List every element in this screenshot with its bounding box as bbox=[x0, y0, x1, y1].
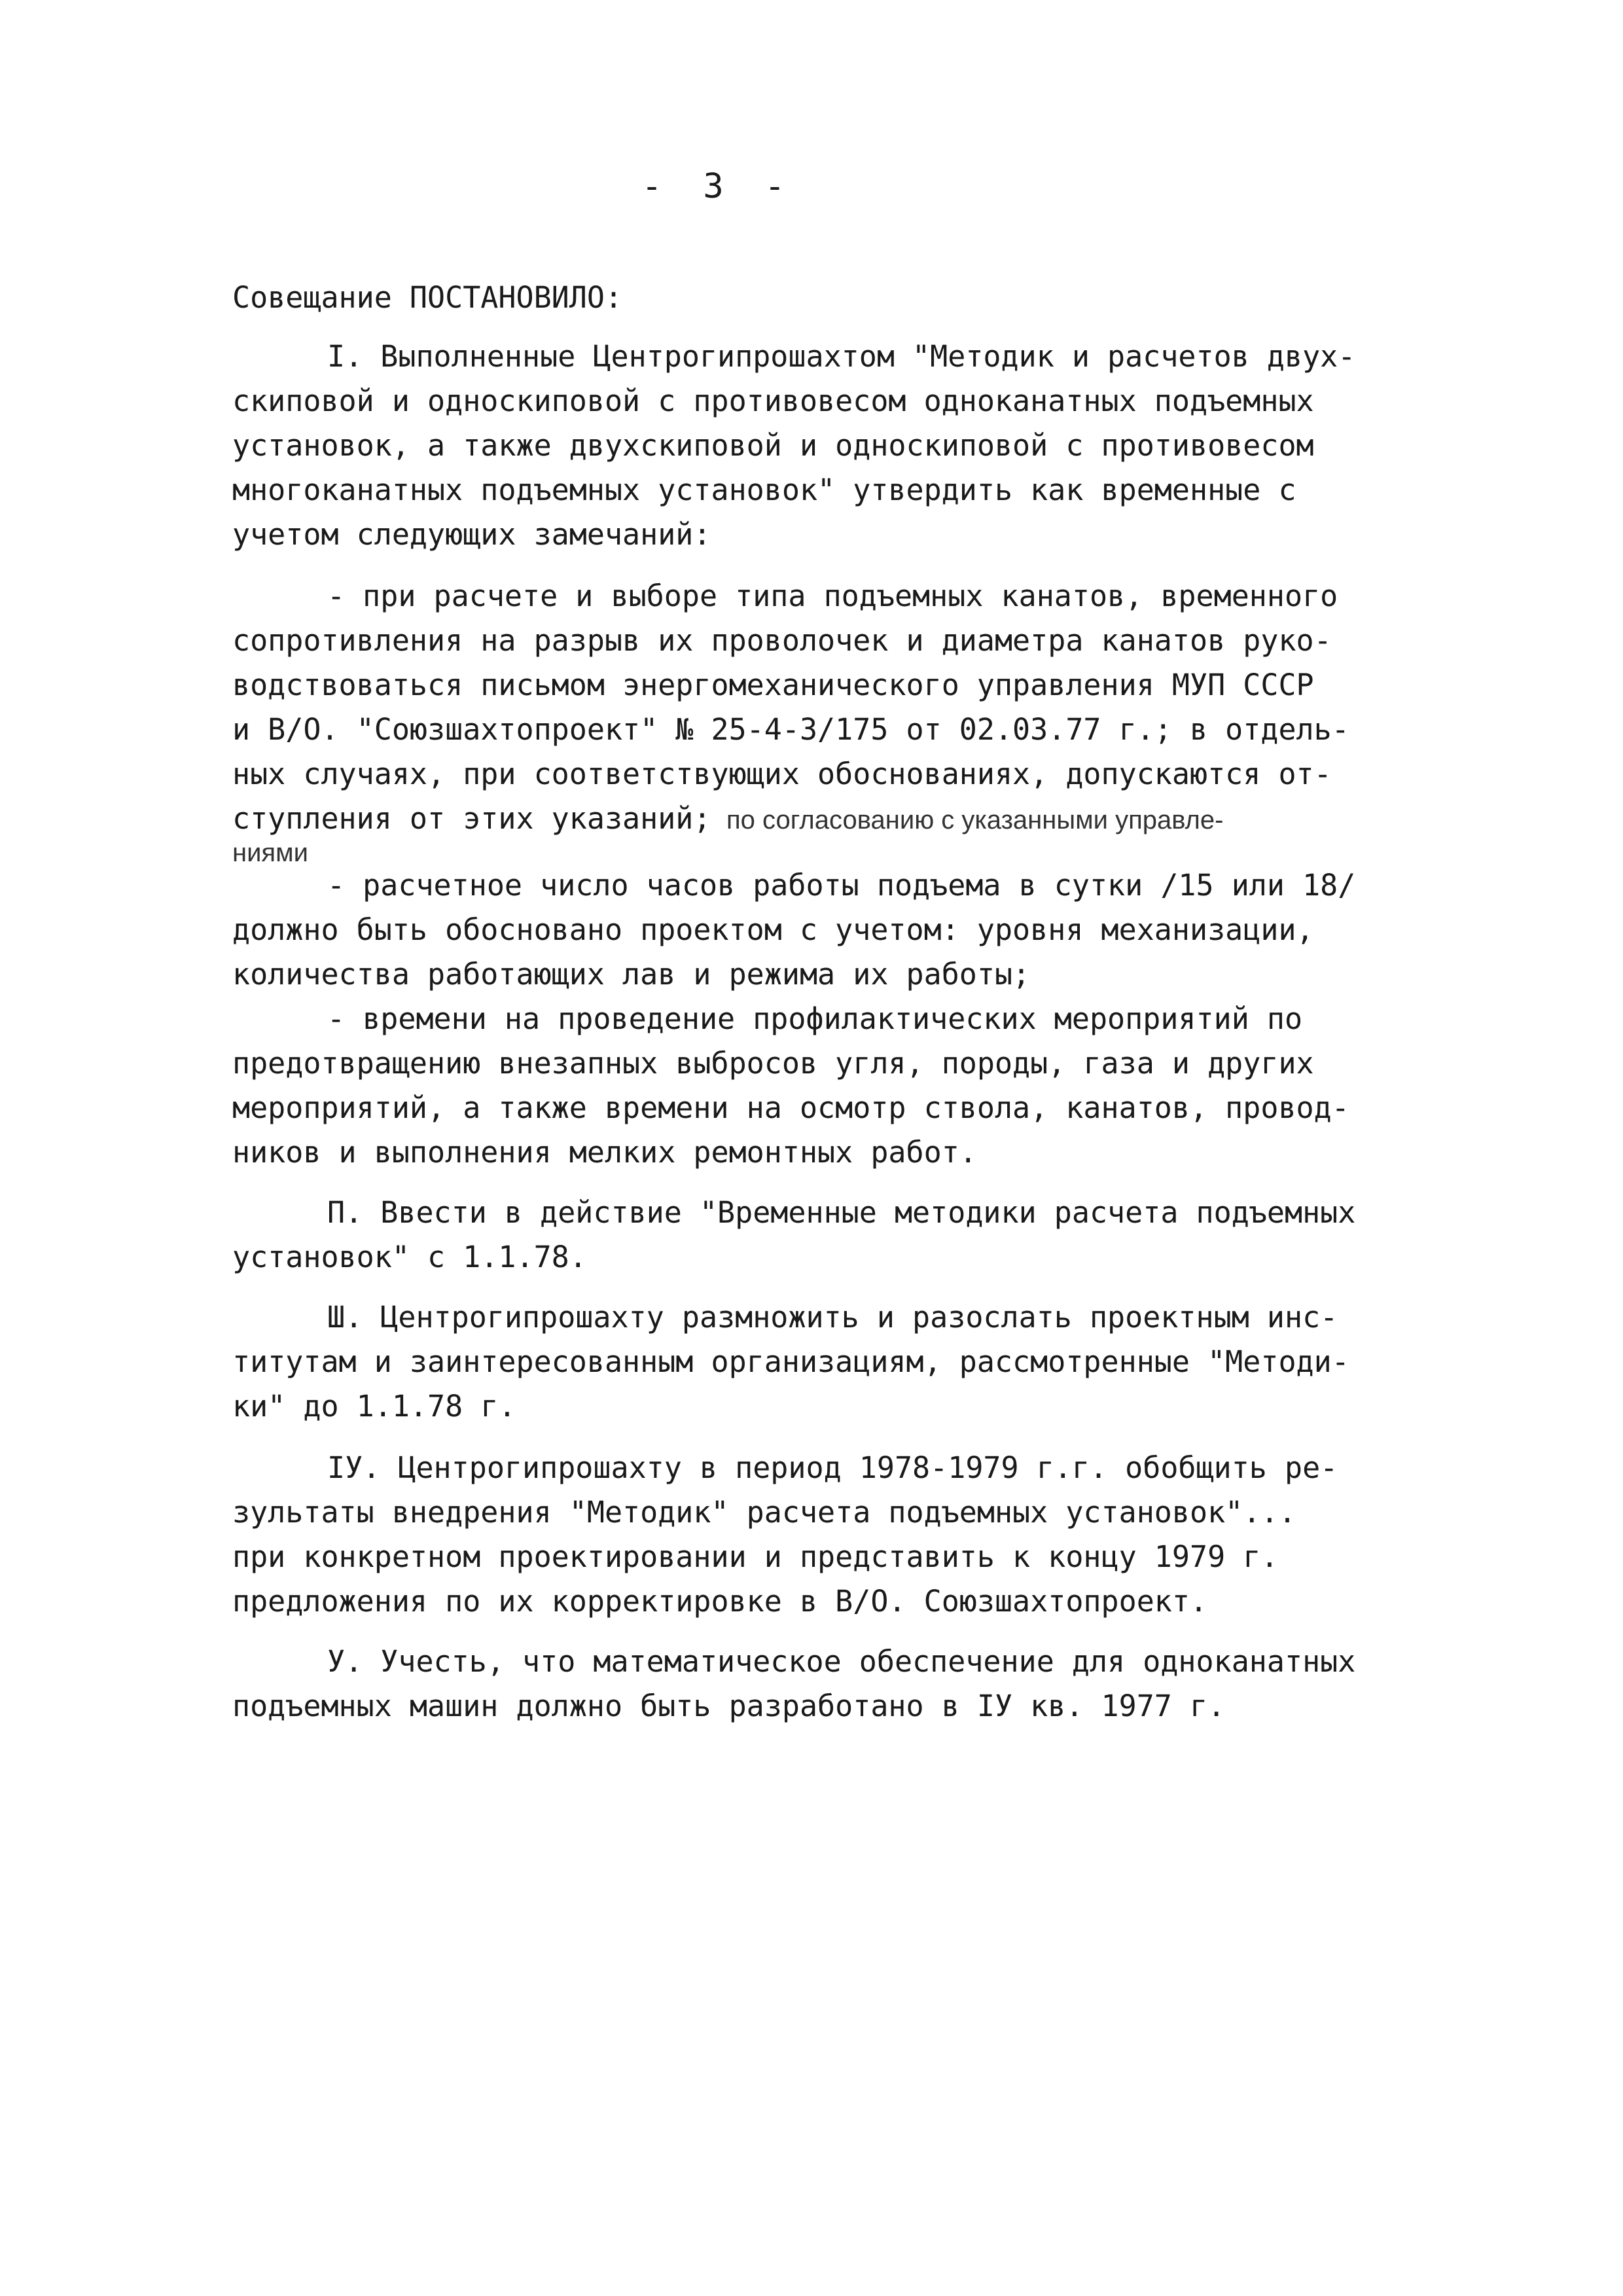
remark-3-line: мероприятий, а также времени на осмотр ствола, канатов, провод- bbox=[232, 1090, 1349, 1125]
remark-2-line: - расчетное число часов работы подъема в сутки /15 или 18/ bbox=[327, 868, 1356, 903]
item-1-line: установок, а также двухскиповой и односкиповой с противовесом bbox=[232, 428, 1314, 463]
item-3-line: ки" до 1.1.78 г. bbox=[232, 1389, 516, 1424]
item-3-line: титутам и заинтересованным организациям, рассмотренные "Методи- bbox=[232, 1344, 1349, 1379]
item-2-line: П. Ввести в действие "Временные методики расчета подъемных bbox=[327, 1195, 1356, 1230]
item-5-line: подъемных машин должно быть разработано в IУ кв. 1977 г. bbox=[232, 1689, 1226, 1723]
item-4-line: предложения по их корректировке в В/О. Союзшахтопроект. bbox=[232, 1584, 1208, 1619]
remark-1-line: сопротивления на разрыв их проволочек и диаметра канатов руко- bbox=[232, 623, 1332, 658]
remark-3-line: предотвращению внезапных выбросов угля, породы, газа и других bbox=[232, 1046, 1314, 1081]
remark-2-line: должно быть обосновано проектом с учетом: уровня механизации, bbox=[232, 912, 1314, 947]
handwritten-insertion-continued: ниями bbox=[232, 838, 308, 867]
item-1-line: I. Выполненные Центрогипрошахтом "Методик и расчетов двух- bbox=[327, 339, 1356, 374]
item-3-line: Ш. Центрогипрошахту размножить и разослать проектным инс- bbox=[327, 1300, 1338, 1335]
handwritten-insertion: по согласованию с указанными управле- bbox=[726, 806, 1224, 834]
remark-1-line: водствоваться письмом энергомеханического управления МУП СССР bbox=[232, 668, 1314, 702]
remark-3-line: - времени на проведение профилактических мероприятий по bbox=[327, 1001, 1303, 1036]
item-4-line: зультаты внедрения "Методик" расчета подъемных установок"... bbox=[232, 1495, 1296, 1530]
item-1-line: многоканатных подъемных установок" утвердить как временные с bbox=[232, 473, 1296, 507]
item-2-line: установок" с 1.1.78. bbox=[232, 1240, 587, 1274]
item-5-line: У. Учесть, что математическое обеспечение для одноканатных bbox=[327, 1644, 1356, 1679]
remark-1-line: - при расчете и выборе типа подъемных канатов, временного bbox=[327, 579, 1338, 613]
remark-3-line: ников и выполнения мелких ремонтных работ. bbox=[232, 1135, 977, 1170]
remark-1-line: ступления от этих указаний; bbox=[232, 801, 711, 836]
item-4-line: IУ. Центрогипрошахту в период 1978-1979 г.г. обобщить ре- bbox=[327, 1450, 1338, 1485]
remark-1-line: и В/О. "Союзшахтопроект" № 25-4-3/175 от 02.03.77 г.; в отдель- bbox=[232, 712, 1349, 747]
item-1-line: учетом следующих замечаний: bbox=[232, 517, 711, 552]
item-1-line: скиповой и односкиповой с противовесом одноканатных подъемных bbox=[232, 384, 1314, 418]
resolution-heading: Совещание ПОСТАНОВИЛО: bbox=[232, 280, 623, 315]
page-number: - 3 - bbox=[641, 167, 785, 206]
remark-2-line: количества работающих лав и режима их работы; bbox=[232, 957, 1031, 992]
remark-1-line: ных случаях, при соответствующих обоснованиях, допускаются от- bbox=[232, 757, 1332, 791]
item-4-line: при конкретном проектировании и представить к концу 1979 г. bbox=[232, 1539, 1279, 1574]
